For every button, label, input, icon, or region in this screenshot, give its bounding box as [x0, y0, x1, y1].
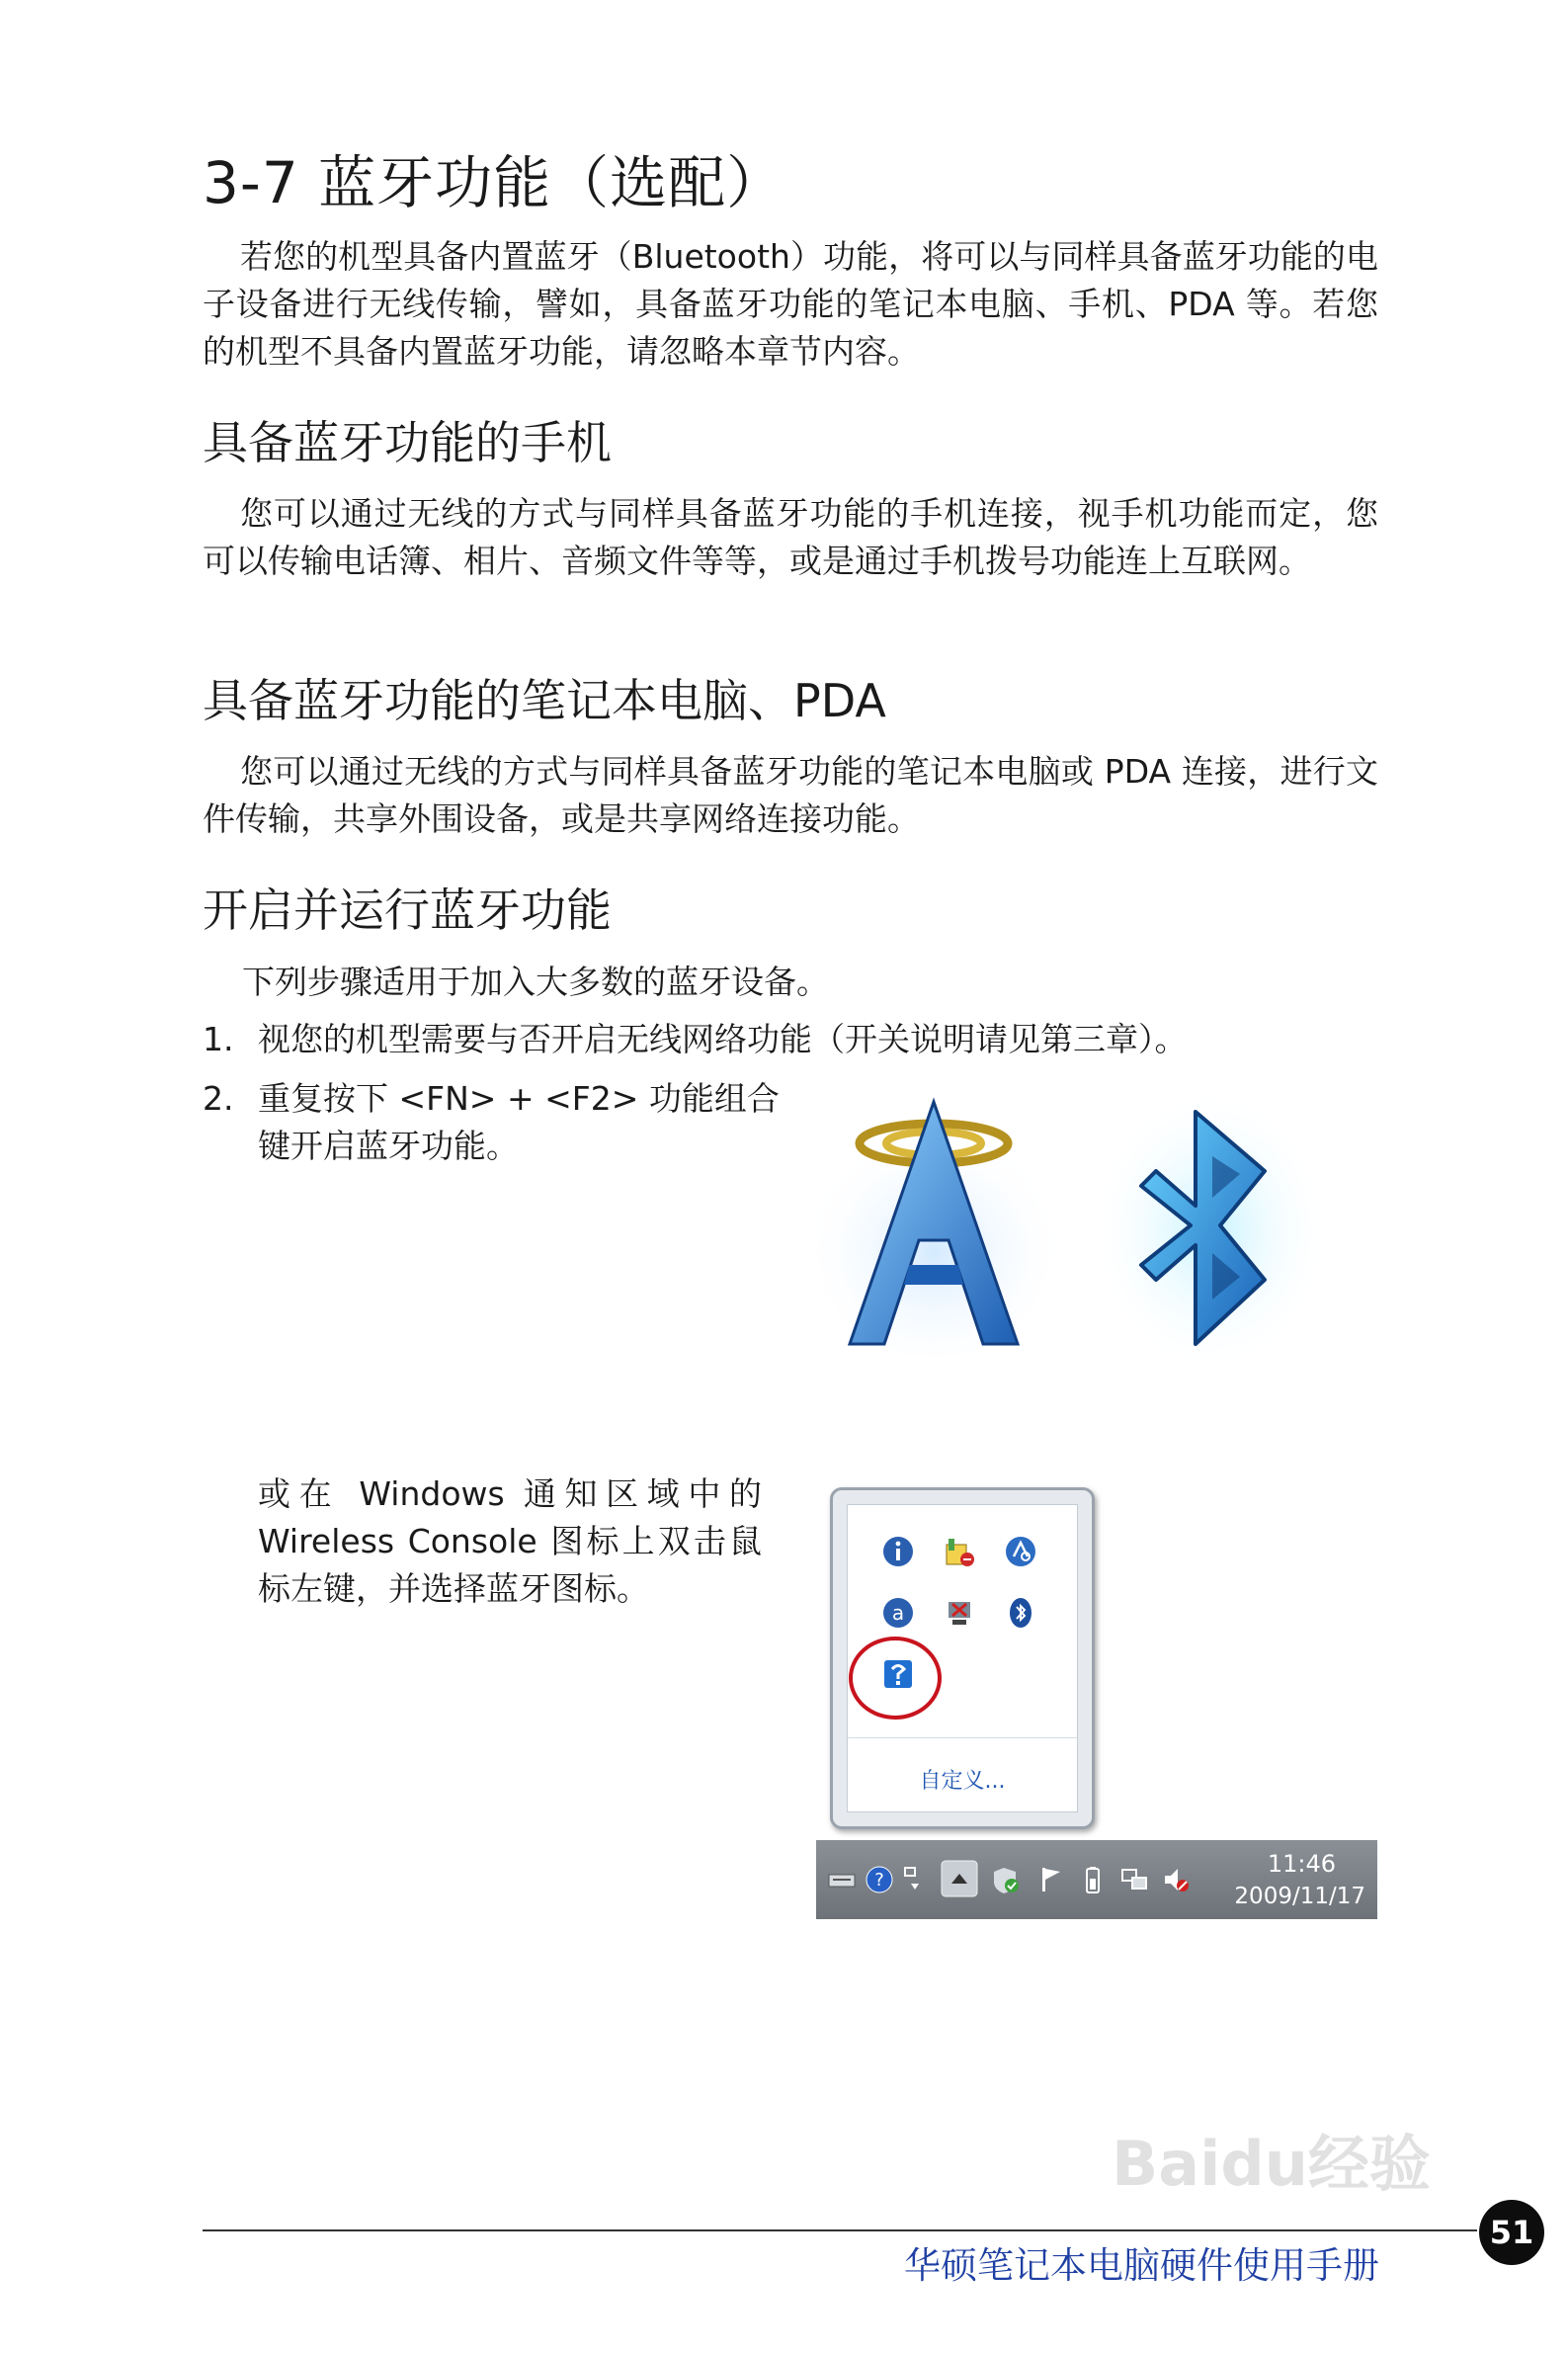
paint-icon[interactable]: [943, 1535, 976, 1568]
wireless-antenna-icon: [810, 1092, 1057, 1359]
page-number: 51: [1479, 2200, 1544, 2265]
svg-text:?: ?: [874, 1870, 884, 1891]
wireless-signal-icon[interactable]: [1004, 1535, 1037, 1568]
step-2: [203, 1075, 795, 1170]
footer-rule: [203, 2229, 1477, 2231]
step-number: 1.: [203, 1020, 234, 1058]
keyboard-icon[interactable]: [826, 1864, 858, 1895]
battery-icon[interactable]: [1077, 1864, 1109, 1895]
show-hidden-icons-button[interactable]: [941, 1860, 978, 1897]
page-title: 3-7 蓝牙功能（选配）: [203, 149, 785, 216]
network-x-icon[interactable]: [943, 1596, 976, 1630]
intro-paragraph: 若您的机型具备内置蓝牙（Bluetooth）功能，将可以与同样具备蓝牙功能的电子设备进行无线传输，譬如，具备蓝牙功能的笔记本电脑、手机、PDA 等。若您的机型不具备内置蓝牙功能，请忽略本章节内容。: [203, 237, 1378, 371]
volume-muted-icon[interactable]: [1160, 1864, 1192, 1895]
bluetooth-icon: [1102, 1097, 1319, 1364]
footer-title: 华硕笔记本电脑硬件使用手册: [904, 2244, 1379, 2287]
watermark: Baidu经验: [1112, 2128, 1431, 2200]
section-body-phone: 您可以通过无线的方式与同样具备蓝牙功能的手机连接，视手机功能而定，您可以传输电话簿、相片、音频文件等等，或是通过手机拨号功能连上互联网。: [203, 494, 1378, 580]
note-paragraph: 或在 Windows 通知区域中的 Wireless Console 图标上双击鼠标左键，并选择蓝牙图标。: [258, 1474, 762, 1608]
language-bar-icon[interactable]: [899, 1864, 931, 1895]
info-icon[interactable]: [881, 1535, 915, 1568]
clock-date[interactable]: 2009/11/17: [1234, 1884, 1365, 1909]
clock-time[interactable]: 11:46: [1267, 1850, 1336, 1878]
step-number: 2.: [203, 1079, 234, 1118]
help-icon[interactable]: [864, 1864, 895, 1895]
section-heading-enable: 开启并运行蓝牙功能: [203, 883, 612, 937]
tray-divider: [848, 1737, 1077, 1738]
section-heading-phone: 具备蓝牙功能的手机: [203, 416, 612, 469]
step-text: 重复按下 <FN> + <F2> 功能组合键开启蓝牙功能。: [258, 1079, 780, 1165]
security-shield-icon[interactable]: [990, 1864, 1022, 1895]
section-body-enable: 下列步骤适用于加入大多数的蓝牙设备。: [242, 963, 829, 1001]
highlight-circle: [846, 1634, 945, 1723]
adobe-icon[interactable]: [881, 1596, 915, 1630]
section-body-notebook: 您可以通过无线的方式与同样具备蓝牙功能的笔记本电脑或 PDA 连接，进行文件传输，共享外围设备，或是共享网络连接功能。: [203, 752, 1378, 838]
customize-link[interactable]: 自定义...: [919, 1769, 1006, 1794]
section-heading-notebook: 具备蓝牙功能的笔记本电脑、PDA: [203, 674, 886, 727]
network-icon[interactable]: [1118, 1864, 1150, 1895]
action-center-flag-icon[interactable]: [1035, 1864, 1067, 1895]
svg-text:a: a: [891, 1601, 905, 1625]
bluetooth-small-icon[interactable]: [1004, 1596, 1037, 1630]
step-text: 视您的机型需要与否开启无线网络功能（开关说明请见第三章）。: [258, 1020, 1188, 1058]
step-1: [203, 1016, 1188, 1063]
taskbar: [816, 1840, 1377, 1919]
